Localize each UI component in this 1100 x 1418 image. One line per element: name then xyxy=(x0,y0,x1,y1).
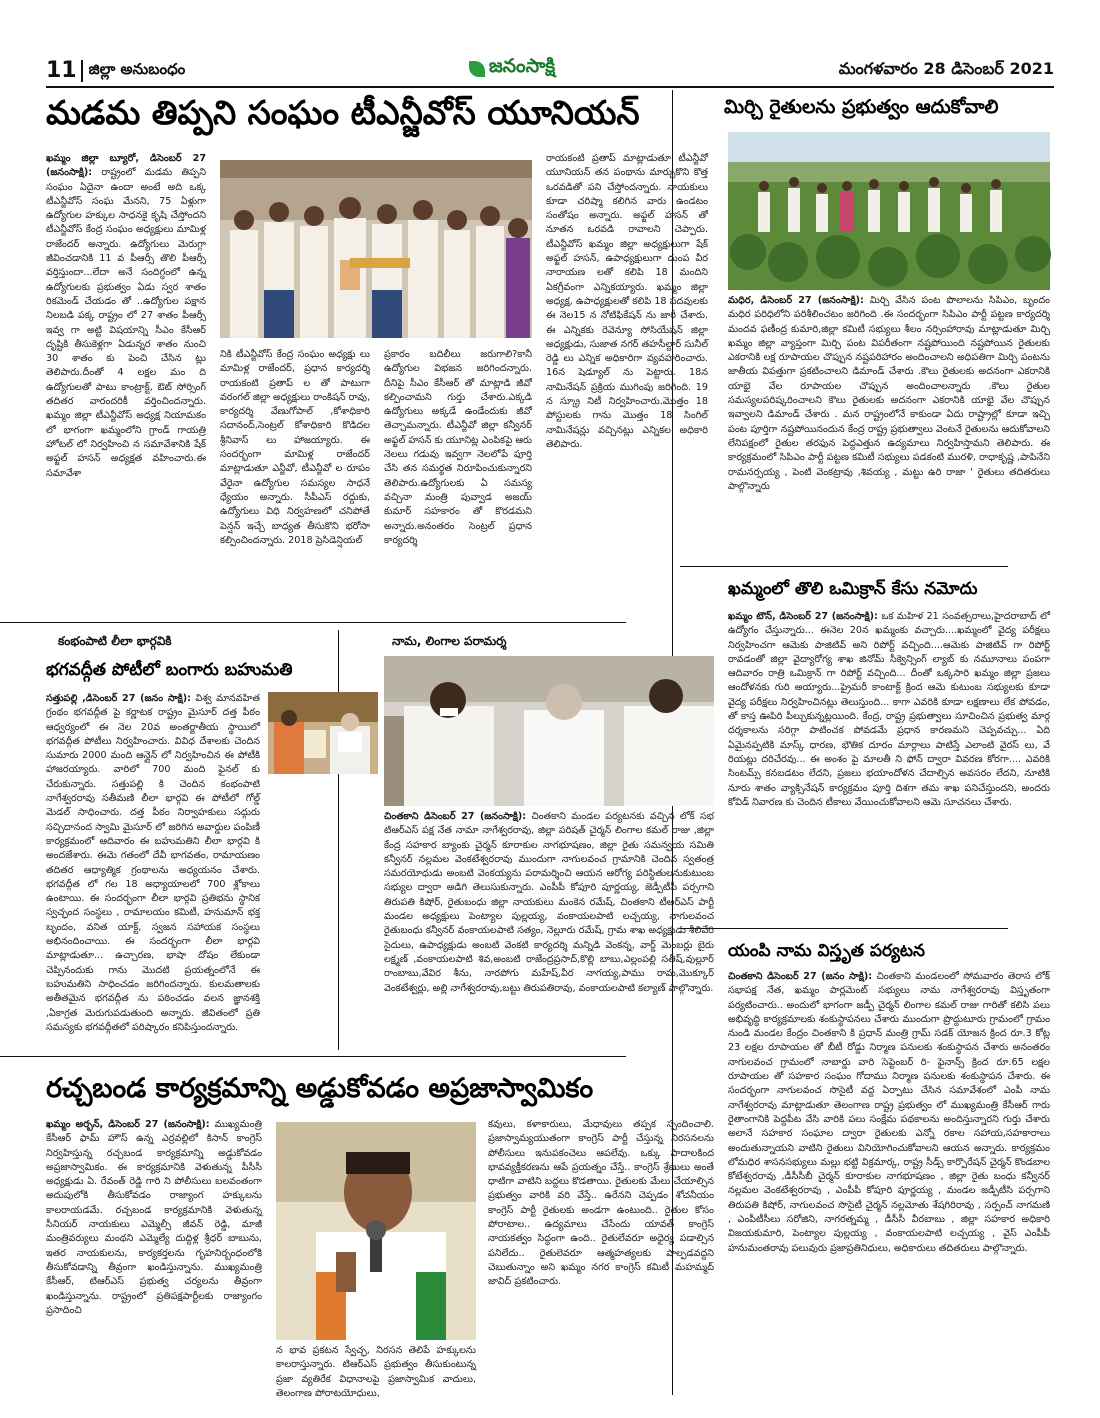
group-photo-image xyxy=(220,160,532,338)
article2-dateline: మధిర, డిసెంబర్ 27 (జనంసాక్షి): xyxy=(728,295,864,306)
group-photo xyxy=(220,160,532,338)
award-image xyxy=(268,692,378,774)
article4-dateline: చింతకాని డిసెంబర్ 27 (జనం సాక్షి): xyxy=(728,971,873,982)
article1-col4-text: రాయకంటి ప్రతాప్ మాట్లాడుతూ టీఎన్జీవో యూనియన్ తన పంథాను మార్చుకొని కొత్త ఒరవడితో పని చేస్తోందన్నారు. నాయకులు కూడా చరిష్మా కలిగిన వారు ఉండటం సంతోషం అన్నారు. అఫ్జల్ హసన్ తో నూతన ఒరవడి రావాలని చెప్పారు. టీఎన్జీవోస్ ఖమ్మం జిల్లా అధ్యక్షులుగా షేక్ అఫ్జల్ హసన్, ఉపాధ్యక్షులుగా దుంప వీర నారాయణ లతో కలిపి 18 మందిని ఏకగ్రీవంగా ఎన్నికయ్యారు. ఖమ్మం జిల్లా అధ్యక్ష, ఉపాధ్యక్షులతో కలిపి 18 పదవులకు ఈ నెల15 న నోటిఫికేషన్ ను జారీ చేశారు. ఈ ఎన్నికకు రెవెన్యూ సోసియేషన్ జిల్లా అధ్యక్షుడు, సుజాత నగర్ తహసీల్దార్ సునీల్ రెడ్డి లు ఎన్నిక అధికారిగా వ్యవహరించారు. 16న షెడ్యూల్ ను పెట్టారు. 18న నామినేషన్ ప్రక్రియ ముగింపు జరిగింది. 19 న స్క్రూ నిటీ నిర్వహించారు.మొత్తం 18 పోస్టులకు గాను మొత్తం 18 సింగిల్ నామినేషన్లు వచ్చినట్లు ఎన్నికల అధికారి తెలిపారు. xyxy=(546,153,708,450)
article7-headline: రచ్చబండ కార్యక్రమాన్ని అడ్డుకోవడం అప్రజాస్వామికం xyxy=(46,1073,594,1104)
section-divider xyxy=(0,622,626,623)
award-photo xyxy=(268,692,378,774)
article5-text: విశ్వ మానవహిత గ్రంథం భగవద్గీత పై కర్ణాటక రాష్ట్రం మైసూర్ దత్త పీఠం ఆధ్వర్యంలో ఈ నెల 20వ అంతర్జాతీయ స్థాయిలో భగవద్గీత పోటీలు నిర్వహించారు. వివిధ దేశాలకు చెందిన సుమారు 2000 మంది ఆన్లైన్ లో నిర్వహించిన ఈ పోటీకి హాజరయ్యారు. వారిలో 700 మంది ఫైనల్ కు చేరుకున్నారు. సత్తుపల్లి కి చెందిన కంభంపాటి నాగేశ్వరరావు సతీమణి లీలా భార్గవి ఈ పోటీలో గోల్డ్ మెడల్ సాధించారు. దత్త పీఠం నిర్వాహకులు సద్గురు సచ్చిదానంద స్వామి మైసూర్ లో జరిగిన అవార్డుల పంపిణీ కార్యక్రమంలో ఆదివారం ఈ బహుమతిని లీలా భార్గవి కి అందజేశారు. ఈమె గతంలో దేవీ భాగవతం, రామాయణం తదితర ఆధ్యాత్మిక గ్రంథాలను అధ్యయనం చేశారు. భగవద్గీత లో గల 18 అధ్యాయాలలో 700 శ్లోకాలు ఉంటాయి. ఈ సందర్భంగా లీలా భార్గవి ప్రతిభను స్థానిక స్వచ్ఛంద సంస్థలు , రామాలయం కమిటీ, హనుమాన్ భక్త బృందం, వనిత యాక్ట్, స్వజన సహాయక సంస్థలు అభినందించాయి. ఈ సందర్భంగా లీలా భార్గవి మాట్లాడుతూ... ఉచ్చారణ, భాషా దోషం లేకుండా చెప్పినందుకు గాను మొదటి ప్రయత్నంలోనే ఈ బహుమతిని సాధించడం జరిగిందన్నారు. కులమతాలకు అతీతమైన భగవద్గీత ను పఠించడం వలన జ్ఞానశక్తి ,ఏకాగ్రత మెరుగుపడుతుంది అన్నారు. జీవితంలో ప్రతి సమస్యకు భగవద్గీతలో పరిష్కారం కనిపిస్తుందన్నారు. xyxy=(46,693,260,1033)
visit-photo xyxy=(384,656,714,806)
article4-body xyxy=(728,970,1050,1398)
article1-headline: మడమ తిప్పని సంఘం టీఎన్జీవోస్ యూనియన్ xyxy=(46,93,640,132)
article2-text: మిర్చి వేసిన పంట పొలాలను సిపిఎం, బృందం మధిర పరిధిలోని పరిశీలించటం జరిగింది .ఈ సందర్భంగా సిపిఎం పార్టీ పట్టణ కార్యదర్శి మందవ ఫణీంద్ర కుమారి,జిల్లా కమిటీ సభ్యులు శీలం నర్సింహారావు మాట్లాడుతూ మిర్చి ఖమ్మం జిల్లా వ్యాప్తంగా మిర్చి పంట విపరీతంగా నష్టపోయింది నష్టపోయిన రైతులకు ఎకరానికి లక్ష రూపాయల చొప్పున నష్టపరిహారం అందించాలని అధిపతిగా మిర్చి పంటను జాతీయ విపత్తుగా ప్రకటించాలని డిమాండ్ చేశారు .కౌలు రైతులకు అదనంగా ఎకరానికి యాభై వేల రూపాయల చొప్పున అందించాలన్నారు .కౌలు రైతుల సమస్యలపరిష్కరించాలని కౌలు రైతులకు అదనంగా ఎకరానికి యాభై వేల చొప్పున ఇవ్వాలని డిమాండ్ చేశారు . మన రాష్ట్రంలోనే కాకుండా ఏదు రాష్ట్రాల్లో కూడా ఇచ్చి పంట పూర్తిగా నష్టపోయినందున కేంద్ర రాష్ట్ర ప్రభుత్వాలు వెంటనే రైతులను ఆదుకోవాలని లేనిపక్షంలో రైతుల తరఫున పెద్దఎత్తున ఉద్యమాలు నిర్వహిస్తామని తెలిపారు. ఈ కార్యక్రమంలో సిపిఎం పార్టీ పట్టణ కమిటీ సభ్యులు పడకంటి మురళి, రాధాకృష్ణ ,పాపినేని రామనర్సయ్య , పెంటి వెంకట్రావు ,శివయ్య , మట్టు ఉరి రాజా ' రైతులు తదితరులు పాల్గొన్నారు xyxy=(728,295,1050,492)
article6-kicker: నామ, లింగాల పరామర్శ xyxy=(392,634,507,648)
article7-col2-text: న భావ ప్రకటన స్వేచ్ఛ, నిరసన తెలిపే హక్కులను కాలరాస్తున్నారు. టిఆర్ఎస్ ప్రభుత్వం తీసుకుంటున్న ప్రజా వ్యతిరేక విధానాలపై ప్రజాస్వామిక వాదులు, తెలంగాణ పోరాటయోధులు, xyxy=(276,1345,476,1399)
article3-body xyxy=(728,610,1050,926)
article6-body xyxy=(384,810,714,1052)
article6-text: చింతకాని మండల పర్యటనకు వచ్చిన లోక్ సభ టిఆర్ఎస్ పక్ష నేత నామా నాగేశ్వరరావు, జిల్లా పరిషత్ చైర్మన్ లింగాల కమల్ రాజు ,జిల్లా కేంద్ర సహకార బ్యాంకు చైర్మన్ కూరాకుల నాగభూషణం, జిల్లా రైతు సమన్వయ సమితి కన్వీనర్ నల్లమల వెంకటేశ్వరరావు ముందుగా నాగులవంచ గ్రామానికి చెందిన స్వతంత్ర సమరయోధుడు అంబటి వెంకయ్యను పరామర్శించి ఆయన ఆరోగ్య పరిస్థితులనుకుటుంబ సభ్యుల ద్వారా అడిగి తెలుసుకున్నారు. ఎంపీపీ కోపూరి పూర్ణయ్య, జెడ్పీటీసీ పర్సగాని తిరుపతి కిషోర్, రైతుబంధు జిల్లా నాయకులు మంకెన రమేష్, చింతకాని టీఆర్ఎస్ పార్టీ మండల అధ్యక్షులు పెంట్యాల పుల్లయ్య, వంకాయలపాటి లచ్చయ్య, నాగులవంచ రైతుబంధు కన్వీనర్ వంకాయలపాటి సత్యం, నెల్లూరు రమేష్, గ్రామ శాఖ అధ్యక్షుడు శీలివేరి సైదులు, ఉపాధ్యక్షుడు అంబటి వెంకటి కార్యదర్శి మన్నిడి వెంకన్న, వార్డ్ మెంబర్లు బైరు లక్ష్మణ్ ,వంకాయలపాటి శివ,అంబటి రాజేంద్రప్రసాద్,కొల్లి బాబు,ఎల్లంపల్లి సతీష్,వుల్లూర్ రాంబాబు,వేవిర శీను, నారపోగు మహేష్,వీర నాగయ్య,పాము రామ,మొక్కూర్ వెంకటేశ్వర్లు, అల్లి నాగేశ్వరరావు,బట్టు తిరుపతిరావు, వంకాయలపాటి కల్యాణ్ పాల్గొన్నారు. xyxy=(384,811,714,994)
article2-body xyxy=(728,294,1050,564)
article6-dateline: చింతకాని డిసెంబర్ 27 (జనంసాక్షి): xyxy=(384,811,527,822)
article3-headline: ఖమ్మంలో తొలి ఒమిక్రాన్ కేసు నమోదు xyxy=(728,579,978,599)
article1-dateline: ఖమ్మం జిల్లా బ్యూరో, డిసెంబర్ 27 (జనంసాక్షి): xyxy=(46,153,206,179)
issue-date: మంగళవారం 28 డిసెంబర్ 2021 xyxy=(838,59,1054,78)
article3-text: ఒక మహిళ 21 సంవత్సరాలు,హైదరాబాద్ లో ఉద్యోగం చేస్తున్నారు... ఈనెల 20న ఖమ్మంకు వచ్చారు....ఖమ్మంలో వైద్య పరీక్షలు నిర్వహించగా ఆమెకు పాజిటివ్ అని రిపోర్ట్ వచ్చింది....ఆమెకు పాజిటివ్ గా రిపోర్ట్ రావడంతో జిల్లా వైద్యారోగ్య శాఖ జినోమ్ సీక్వెన్సింగ్ ల్యాబ్ కు నమూనాలు పంపగా ఆదివారం రాత్రి ఒమిక్రాన్ గా రిపోర్ట్ వచ్చింది... దీంతో ఒక్కసారి ఖమ్మం జిల్లా ప్రజలు ఆందోళనకు గురి అయ్యారు...ప్రైమరీ కాంటాక్ట్ క్రింద ఆమె కుటుంబ సభ్యులకు కూడా వైద్య పరీక్షలు నిర్వహించినట్లు తెలుస్తుంది... కాగా ఎవరికి కూడా లక్షణాలు లేక పోవడం, తో కాస్త ఊపిరి పీల్చుకున్నట్లయింది. కేంద్ర, రాష్ట్ర ప్రభుత్వాలు సూచించిన ప్రభుత్వ మార్గ దర్శకాలను సరిగ్గా పాటించక పోవడమే ప్రధాన కారణమని చెప్పవచ్చు... ఏది ఏమైనప్పటికి మాస్క్ ధారణ, భౌతిక దూరం మార్గాలు పాటిస్తే ఎలాంటి వైరస్ లు, వే రియట్లు దరిచేరవు... ఈ అంశం పై మాలతీ ని ఫోన్ ద్వారా వివరణ కోరగా.... ఎవరికి సింటమ్స్ కనబడటం లేదని, ప్రజలు భయాందోళన చేదాల్సిన అవసరం లేదని, నూటికి నూరు శాతం వ్యాక్సినేషన్ కార్యక్రమం పూర్తి దిశగా తమ శాఖ పనిచేస్తుందని, అందరు కోవిడ్ నివారణ కు చెందిన టీకాలు వేయించుకోవాలని ఆమె సూచనలు చేశారు. xyxy=(728,611,1050,808)
article5-col-bottom xyxy=(46,776,378,1052)
chilli-field-image xyxy=(728,132,1050,290)
article7-col1-text: ముఖ్యమంత్రి కేసీఆర్ ఫామ్ హౌస్ ఉన్న ఎర్రవల్లిలో కిసాన్ కాంగ్రెస్ నిర్వహిస్తున్న రచ్చబండ కార్యక్రమాన్ని అడ్డుకోవడం అప్రజాస్వామికం. ఈ కార్యక్రమానికి వెళుతున్న పీసీసీ అధ్యక్షుడు ఏ. రేవంత్ రెడ్డి గారి ని పోలీసులు బలవంతంగా అదుపులోకి తీసుకోవడం రాజ్యాంగ హక్కులను కాలరాయడమే. రచ్చబండ కార్యక్రమానికి వెళుతున్న సీనియర్ నాయకులు ఎమ్మెల్సీ జీవన్ రెడ్డి, మాజీ మంత్రివర్యులు మంథని ఎమ్మెల్యే దుద్దిళ్ల శ్రీధర్ బాబును, ఇతర నాయకులను, కార్యకర్తలను గృహనిర్బంధంలోకి తీసుకోవడాన్ని తీవ్రంగా ఖండిస్తున్నాను. ముఖ్యమంత్రి కేసీఆర్, టిఆర్ఎస్ ప్రభుత్వ చర్యలను తీవ్రంగా ఖండిస్తున్నాను. రాష్ట్రంలో ప్రతిపక్షపార్టీలకు రాజ్యాంగం ప్రసాదించి xyxy=(46,1119,262,1316)
publication-logo xyxy=(469,55,555,82)
article1-col3-text: ప్రకారం బదిలీలు జరుగాలి?కానీ ఉద్యోగుల విభజన జరిగిందన్నారు. దీనిపై సీఎం కేసీఆర్ తో మాట్లాడి జీవో కల్పించామని గుర్తు చేశారు.ఎక్కడి ఉద్యోగులు అక్కడే ఉండేందుకు జీవో తెచ్చామన్నారు. టీఎన్జీవో జిల్లా కన్వీనర్ అఫ్జల్ హసన్ కు యూనిట్ల ఎంపికపై ఆరు నెలలు గడువు ఇవ్వగా నెలలోపే పూర్తి చేసి తన సమర్థత నిరూపించుకున్నారని తెలిపారు.ఉద్యోగులకు ఏ సమస్య వచ్చినా మంత్రి పువ్వాడ అజయ్ కుమార్ సహకారం తో కొరడమని అన్నారు.అనంతరం సెంట్రల్ ప్రధాన కార్యదర్శి xyxy=(384,349,532,546)
article5-kicker: కంభంపాటి లీలా భార్గవికి xyxy=(58,634,172,648)
section-divider xyxy=(680,566,1008,567)
article5-headline: భగవద్గీత పోటీలో బంగారు బహుమతి xyxy=(46,660,293,680)
article7-col1 xyxy=(46,1118,262,1400)
article7-col3-text: కవులు, కళాకారులు, మేధావులు తప్పక స్పందించాలి. ప్రజాస్వామ్యయుతంగా కాంగ్రెస్ పార్టీ చేస్తున్న నిరసనలను పోలీసులు ఇనుపకంచెలు ఆపలేవు. ఒక్కు పాదాలకింద భావవ్యక్తీకరణను ఆపే ప్రయత్నం చేస్తే.. కాంగ్రెస్ శ్రేణులు అంతే ధాటిగా వాటిని బద్దలు కొడతాయి. రైతులకు మేలు చేయాల్సిన ప్రభుత్వం వారికి వరి వేస్తే.. ఉరేనని చెప్పడం శోచనీయం కాంగ్రెస్ పార్టీ రైతులకు అండగా ఉంటుంది.. రైతుల కోసం పోరాటాల.. ఉద్యమాలు చేసేందు యావత్ కాంగ్రెస్ నాయకత్వం సిద్ధంగా ఉంది.. రైతులేవరూ అధైర్య పడాల్సిన పనిలేదు.. రైతులెవరూ ఆత్మహత్యలకు పాల్పడవద్దని చెబుతున్నాం అని ఖమ్మం నగర కాంగ్రెస్ కమిటీ మహమ్మద్ జావిద్ ప్రకటించారు. xyxy=(488,1119,714,1288)
chilli-field-photo xyxy=(728,132,1050,290)
article2-headline: మిర్చి రైతులను ప్రభుత్వం ఆదుకోవాలి xyxy=(724,96,999,118)
article1-col2 xyxy=(220,348,370,622)
speaker-photo xyxy=(276,1122,476,1340)
section-name: జిల్లా అనుబంధం xyxy=(88,60,186,78)
article1-col1-text: రాష్ట్రంలో మడమ తిప్పని సంఘం ఏదైనా ఉందా అంటే అది ఒక్క టీఎన్జీవోస్ సంఘ మేనని, 75 ఏళ్లుగా ఉద్యోగుల హక్కుల సాధనకై కృషి చేస్తోందని టీఎన్జీవోస్ కేంద్ర సంఘం అధ్యక్షులు మామిళ్ల రాజేందర్ అన్నారు. ఉద్యోగులు మెరుగ్గా జీవించడానికి 11 వ పీఆర్సీ తొలి పీఆర్సీ వర్తిస్తుందా...లేదా అనే సందిగ్ధంలో ఉన్న ఉద్యోగులకు ప్రభుత్వం ఏడు స్వర శాతం రికమెండ్ చేయడం తో ..ఉద్యోగుల పక్షాన నిలబడి పక్క రాష్ట్రం లో 27 శాతం పీఆర్సీ ఇవ్వ గా అట్టి విషయాన్ని సీఎం కేసీఆర్ దృష్టికి తీసుకెళ్లగా ఏడున్నర శాతం నుంచి 30 శాతం కు పెంచి చేసిన ట్లు తెలిపారు.దీంతో 4 లక్షల మం ది ఉద్యోగులతో పాటు కాంట్రాక్ట్, ఔట్ సోర్సింగ్ తదితర వారందరికీ వర్తించిందన్నారు. ఖమ్మం జిల్లా టీఎన్జీవోస్ అధ్యక్ష నియామకం లో భాగంగా ఖమ్మంలోని గ్రాండ్ గాయత్రి హోటల్ లో నిర్వహించి న సమావేశానికి షేక్ అఫ్జల్ హసన్ అధ్యక్షత వహించారు.ఈ సమావేశా xyxy=(46,167,206,479)
logo-text: జనంసాక్షి xyxy=(488,55,556,77)
article4-text: చింతకాని మండలంలో సోమవారం తెరాస లోక్ సభాపక్ష నేత, ఖమ్మం పార్లమెంట్ సభ్యులు నామ నాగేశ్వరరావు విస్తృతంగా పర్యటించారు.. అందులో భాగంగా జడ్పీ చైర్మన్ లింగాల కమల్ రాజు గారితో కలిసి పలు అభివృద్ధి కార్యక్రమాలకు శంకుస్థాపనలు చేశారు ముందుగా ప్రొద్దుటూరు గ్రామంలో గ్రామం నుండి మండల కేంద్రం చింతకాని కి ప్రధాన్ మంత్రి గ్రామ్ సడక్ యోజన క్రింద రూ.3 కోట్ల 23 లక్షల రూపాయల తో బీటీ రోడ్డు నిర్మాణ పనులకు శంకుస్థాపన చేశారు అనంతరం నాగులవంచ గ్రామంలో నాబార్డు వారి సెప్టెంబర్ రి- ఫైనాన్స్ క్రింద రూ.65 లక్షల రూపాయల తో సహకార సంఘం గోదాము నిర్మాణ పనులకు శంకుస్థాపన చేశారు. ఈ సందర్భంగా నాగులవంచ సొసైటీ వద్ద ఏర్పాటు చేసిన సమావేశంలో ఎంపీ నామ నాగేశ్వరరావు మాట్లాడుతూ తెలంగాణ రాష్ట్ర ప్రభుత్వం లో ముఖ్యమంత్రి కేసీఆర్ గారు రైతాంగానికి పెద్దపీట వేసి వారికి పలు సంక్షేమ పథకాలను అందిస్తున్నారని గుర్తు చేశారు అలానే సహకార సంఘాల ద్వారా రైతులకు ఎన్నో రకాల సహాయ,సహకారాలు అందుతున్నాయని వాటిని రైతులు వినియోగించుకోవాలని ఆయన అన్నారు. కార్యక్రమం లోమధిర శాసనసభ్యులు మల్లు భట్టి విక్రమార్క, రాష్ట్ర సీడ్స్ కార్పొరేషన్ చైర్మన్ కొండబాల కోటేశ్వరరావు ,డీసీసీబీ చైర్మన్ కూరాకుల నాగభూషణం , జిల్లా రైతు బంధు కన్వీనర్ నల్లమల వెంకటేశ్వరరావు , ఎంపీపీ కోపూరి పూర్ణయ్య , మండల జడ్పీటీసి పర్సగాని తిరుపతి కిషోర్, నాగులవంచ సొసైటీ చైర్మన్ నల్లమోతు శేషగిరిరావు , సర్పంచ్ నాగమణి , ఎంపీటీసీలు సరోజిని, నాగరత్నమ్మ , డీసీసీ వీరబాబు , జిల్లా సహకార అధికారి విజయకుమారి, పెంట్యాల పుల్లయ్య , వంకాయలపాటి లచ్చయ్య , వైస్ ఎంపీపీ హనుమంతరావు పలువురు ప్రజాప్రతినిధులు, అధికారులు తదితరులు పాల్గొన్నారు. xyxy=(728,971,1050,1254)
article3-dateline: ఖమ్మం టౌన్, డిసెంబర్ 27 (జనంసాక్షి): xyxy=(728,611,878,622)
article4-headline: యంపి నామ విస్తృత పర్యటన xyxy=(728,941,925,961)
visit-image xyxy=(384,656,714,806)
article5-dateline: సత్తుపల్లి ,డిసెంబర్ 27 (జనం సాక్షి): xyxy=(46,693,191,704)
article1-col3 xyxy=(384,348,532,622)
masthead xyxy=(46,38,1054,88)
article7-col3 xyxy=(488,1118,714,1400)
article7-dateline: ఖమ్మం అర్బన్, డిసెంబర్ 27 (జనంసాక్షి): xyxy=(46,1119,210,1130)
speaker-image xyxy=(276,1122,476,1340)
article1-col1 xyxy=(46,152,206,622)
page-number: 11 xyxy=(46,60,83,82)
article5-col-top xyxy=(46,692,260,1033)
section-divider xyxy=(0,1056,626,1057)
leaf-icon xyxy=(469,61,485,77)
article1-col2-text: నికి టీఎన్జీవోస్ కేంద్ర సంఘం అధ్యక్షు లు మామిళ్ల రాజేందర్, ప్రధాన కార్యదర్శి రాయకంటి ప్రతాప్ ల తో పాటుగా వరంగల్ జిల్లా అధ్యక్షులు రాంకిషన్ రావు, కార్యదర్శి వేణుగోపాల్ ,కోశాధికారి సదానంద్,సెంట్రల్ కోశాధికారి కొడిదల శ్రీనివాస్ లు హాజయ్యారు. ఈ సందర్భంగా మామిళ్ల రాజేందర్ మాట్లాడుతూ ఎన్జీవో, టీఎన్జీవో ల రూపం వేరైనా ఉద్యోగుల సమస్యల సాధనే ధ్యేయం అన్నారు. సీపీఎస్ రద్దుకు, ఉద్యోగులు విధి నిర్వహణలో చనిపోతే పెన్షన్ ఇచ్చే బాధ్యత తీసుకొని భరోసా కల్పించిందన్నారు. 2018 ప్రెసిడెన్షియల్ xyxy=(220,349,370,546)
article1-col4 xyxy=(546,152,708,622)
section-divider xyxy=(680,928,1008,929)
masthead-left xyxy=(46,60,185,82)
article7-col2 xyxy=(276,1344,476,1400)
